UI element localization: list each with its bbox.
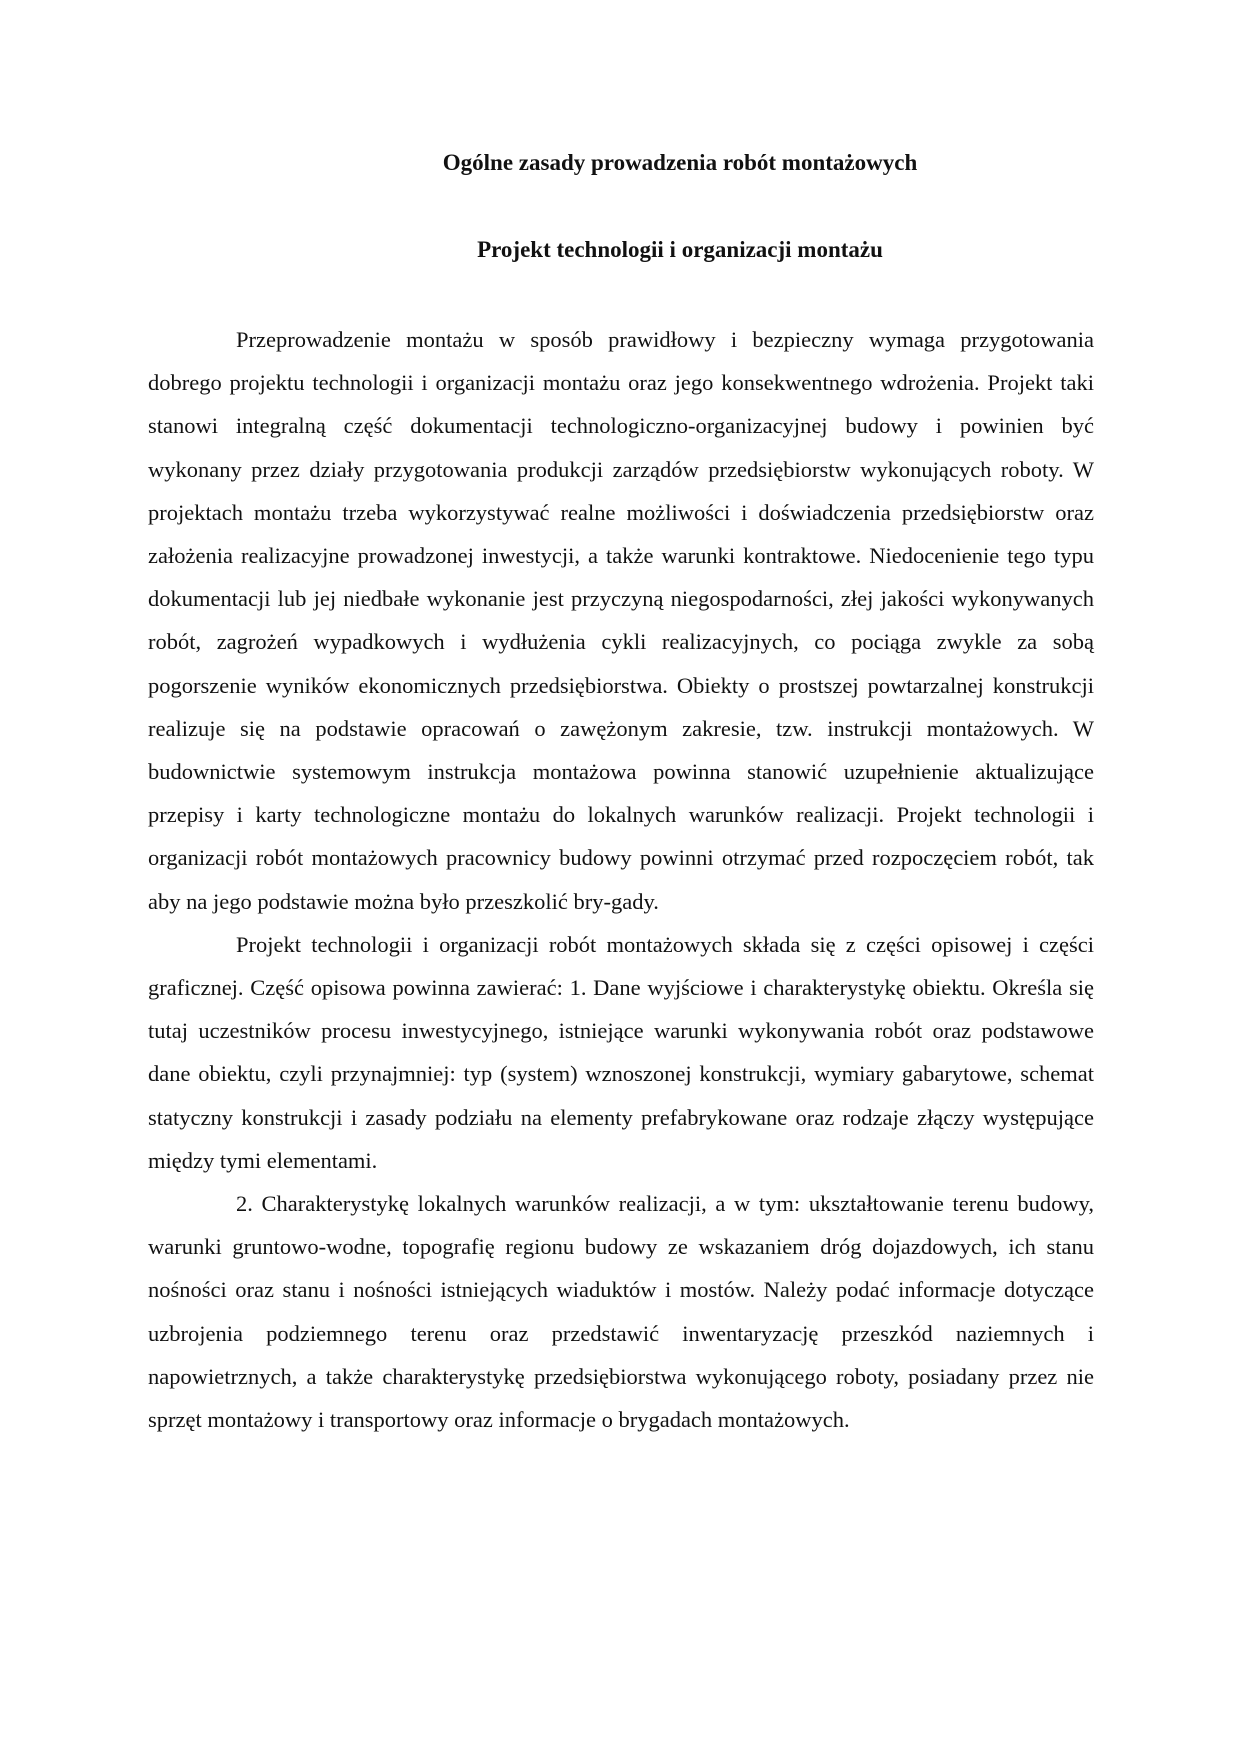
paragraph-1: Przeprowadzenie montażu w sposób prawidłowy i bezpieczny wymaga przygotowania dobrego projektu technologii i organizacji montażu oraz jego konsekwentnego wdrożenia. Projekt taki stanowi integralną część dokumentacji technologiczno-organizacyjnej budowy i powinien być wykonany przez działy przygotowania produkcji zarządów przedsiębiorstw wykonujących roboty. W projektach montażu trzeba wykorzystywać realne możliwości i doświadczenia przedsiębiorstw oraz założenia realizacyjne prowadzonej inwestycji, a także warunki kontraktowe. Niedocenienie tego typu dokumentacji lub jej niedbałe wykonanie jest przyczyną niegospodarności, złej jakości wykonywanych robót, zagrożeń wypadkowych i wydłużenia cykli realizacyjnych, co pociąga zwykle za sobą pogorszenie wyników ekonomicznych przedsiębiorstwa. Obiekty o prostszej powtarzalnej konstrukcji realizuje się na podstawie opracowań o zawężonym zakresie, tzw. instrukcji montażowych. W budownictwie systemowym instrukcja montażowa powinna stanowić uzupełnienie aktualizujące przepisy i karty technologiczne montażu do lokalnych warunków realizacji. Projekt technologii i organizacji robót montażowych pracownicy budowy powinni otrzymać przed rozpoczęciem robót, tak aby na jego podstawie można było przeszkolić bry-gady. bbox=[148, 327, 1094, 914]
paragraph-3: 2. Charakterystykę lokalnych warunków realizacji, a w tym: ukształtowanie terenu budowy, warunki gruntowo-wodne, topografię regionu budowy ze wskazaniem dróg dojazdowych, ich stanu nośności oraz stanu i nośności istniejących wiaduktów i mostów. Należy podać informacje dotyczące uzbrojenia podziemnego terenu oraz przedstawić inwentaryzację przeszkód naziemnych i napowietrznych, a także charakterystykę przedsiębiorstwa wykonującego roboty, posiadany przez nie sprzęt montażowy i transportowy oraz informacje o brygadach montażowych. bbox=[148, 1191, 1094, 1433]
paragraph-2: Projekt technologii i organizacji robót montażowych składa się z części opisowej i części graficznej. Część opisowa powinna zawierać: 1. Dane wyjściowe i charakterystykę obiektu. Określa się tutaj uczestników procesu inwestycyjnego, istniejące warunki wykonywania robót oraz podstawowe dane obiektu, czyli przynajmniej: typ (system) wznoszonej konstrukcji, wymiary gabarytowe, schemat statyczny konstrukcji i zasady podziału na elementy prefabrykowane oraz rodzaje złączy występujące między tymi elementami. bbox=[148, 931, 1094, 1173]
body-text bbox=[148, 318, 1094, 1441]
document-title: Ogólne zasady prowadzenia robót montażowych bbox=[442, 150, 918, 175]
section-heading: Projekt technologii i organizacji montażu bbox=[477, 237, 883, 262]
